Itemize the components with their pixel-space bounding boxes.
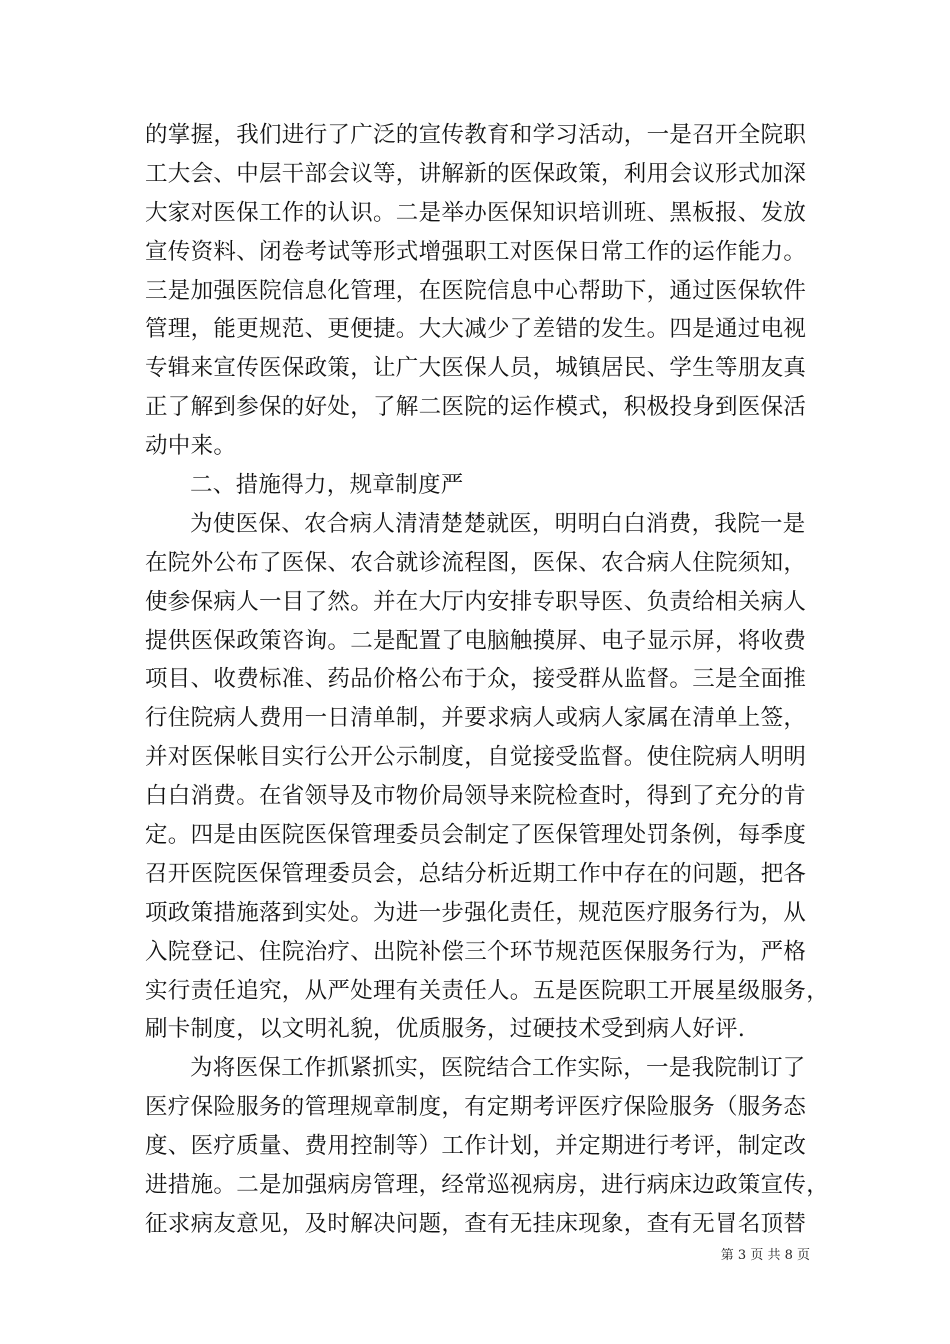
text-line: 入院登记、住院治疗、出院补偿三个环节规范医保服务行为，严格: [145, 938, 807, 965]
text-line: 项目、收费标准、药品价格公布于众，接受群从监督。三是全面推: [145, 666, 807, 693]
section-heading: 二、措施得力，规章制度严: [190, 472, 464, 499]
text-line: 召开医院医保管理委员会，总结分析近期工作中存在的问题，把各: [145, 860, 807, 887]
text-line: 度、医疗质量、费用控制等）工作计划，并定期进行考评，制定改: [145, 1133, 807, 1160]
text-line: 大家对医保工作的认识。二是举办医保知识培训班、黑板报、发放: [145, 199, 807, 226]
text-line: 实行责任追究，从严处理有关责任人。五是医院职工开展星级服务，: [145, 977, 830, 1004]
text-line: 动中来。: [145, 433, 237, 460]
text-line: 专辑来宣传医保政策，让广大医保人员，城镇居民、学生等朋友真: [145, 355, 807, 382]
text-line: 为将医保工作抓紧抓实，医院结合工作实际，一是我院制订了: [190, 1055, 806, 1082]
text-line: 在院外公布了医保、农合就诊流程图，医保、农合病人住院须知，: [145, 549, 807, 576]
text-line: 白白消费。在省领导及市物价局领导来院检查时，得到了充分的肯: [145, 783, 807, 810]
text-line: 工大会、中层干部会议等，讲解新的医保政策，利用会议形式加深: [145, 160, 807, 187]
text-line: 提供医保政策咨询。二是配置了电脑触摸屏、电子显示屏，将收费: [145, 627, 807, 654]
text-line: 医疗保险服务的管理规章制度，有定期考评医疗保险服务（服务态: [145, 1094, 807, 1121]
text-line: 项政策措施落到实处。为进一步强化责任，规范医疗服务行为，从: [145, 899, 807, 926]
text-line: 行住院病人费用一日清单制，并要求病人或病人家属在清单上签，: [145, 705, 807, 732]
text-line: 正了解到参保的好处，了解二医院的运作模式，积极投身到医保活: [145, 394, 807, 421]
page-number-footer: 第 3 页 共 8 页: [720, 1248, 810, 1263]
text-line: 的掌握，我们进行了广泛的宣传教育和学习活动，一是召开全院职: [145, 122, 807, 148]
text-line: 为使医保、农合病人清清楚楚就医，明明白白消费，我院一是: [190, 510, 806, 537]
text-line: 宣传资料、闭卷考试等形式增强职工对医保日常工作的运作能力。: [145, 238, 807, 265]
text-line: 并对医保帐目实行公开公示制度，自觉接受监督。使住院病人明明: [145, 744, 807, 771]
text-line: 定。四是由医院医保管理委员会制定了医保管理处罚条例，每季度: [145, 822, 807, 849]
text-line: 管理，能更规范、更便捷。大大减少了差错的发生。四是通过电视: [145, 316, 807, 343]
document-body: [145, 116, 830, 1244]
text-line: 使参保病人一目了然。并在大厅内安排专职导医、负责给相关病人: [145, 588, 807, 615]
text-line: 刷卡制度，以文明礼貌，优质服务，过硬技术受到病人好评.: [145, 1016, 746, 1043]
text-line: 征求病友意见，及时解决问题，查有无挂床现象，查有无冒名顶替: [145, 1210, 807, 1237]
text-line: 三是加强医院信息化管理，在医院信息中心帮助下，通过医保软件: [145, 277, 807, 304]
text-line: 进措施。二是加强病房管理，经常巡视病房，进行病床边政策宣传，: [145, 1172, 830, 1199]
